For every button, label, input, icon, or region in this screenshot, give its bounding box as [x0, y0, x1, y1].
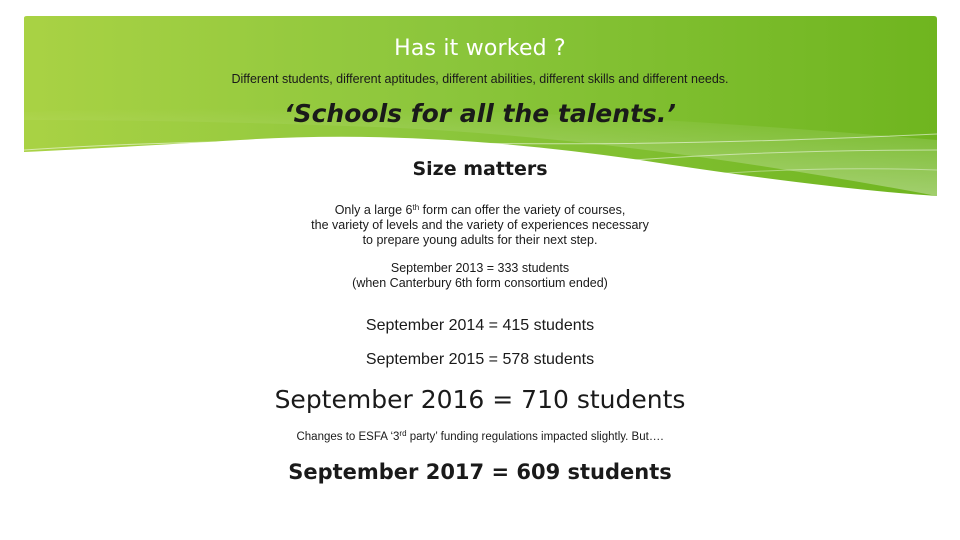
sep2016-line: September 2016 = 710 students: [274, 385, 686, 414]
changes-rest: party’ funding regulations impacted slightly. But….: [406, 431, 664, 443]
sep2015-line: September 2015 = 578 students: [365, 351, 595, 368]
sep2014-line: September 2014 = 415 students: [365, 317, 595, 334]
sep2013-paragraph: [0, 261, 960, 291]
funding-changes-note: [0, 431, 960, 443]
para1-line1-rest: form can offer the variety of courses,: [419, 203, 626, 217]
para1-line3: to prepare young adults for their next step.: [362, 233, 598, 247]
changes-text: Changes to ESFA ‘3: [296, 431, 400, 443]
sep2013-line: September 2013 = 333 students: [390, 261, 570, 275]
slide-subtitle: Different students, different aptitudes, different abilities, different skills and different needs.: [231, 72, 729, 86]
sep2017-line: September 2017 = 609 students: [288, 460, 672, 484]
consortium-note: (when Canterbury 6th form consortium ended): [352, 276, 608, 290]
changes-superscript: rd: [399, 429, 407, 438]
slide-title: Has it worked ?: [394, 36, 566, 61]
para1-line1-text: Only a large 6: [334, 203, 413, 217]
sixth-form-paragraph: [0, 203, 960, 248]
para1-line1: [0, 203, 960, 218]
para1-superscript: th: [412, 203, 420, 212]
para1-line2: the variety of levels and the variety of experiences necessary: [311, 218, 649, 232]
tagline: ‘Schools for all the talents.’: [284, 99, 676, 128]
size-heading: Size matters: [412, 158, 548, 180]
